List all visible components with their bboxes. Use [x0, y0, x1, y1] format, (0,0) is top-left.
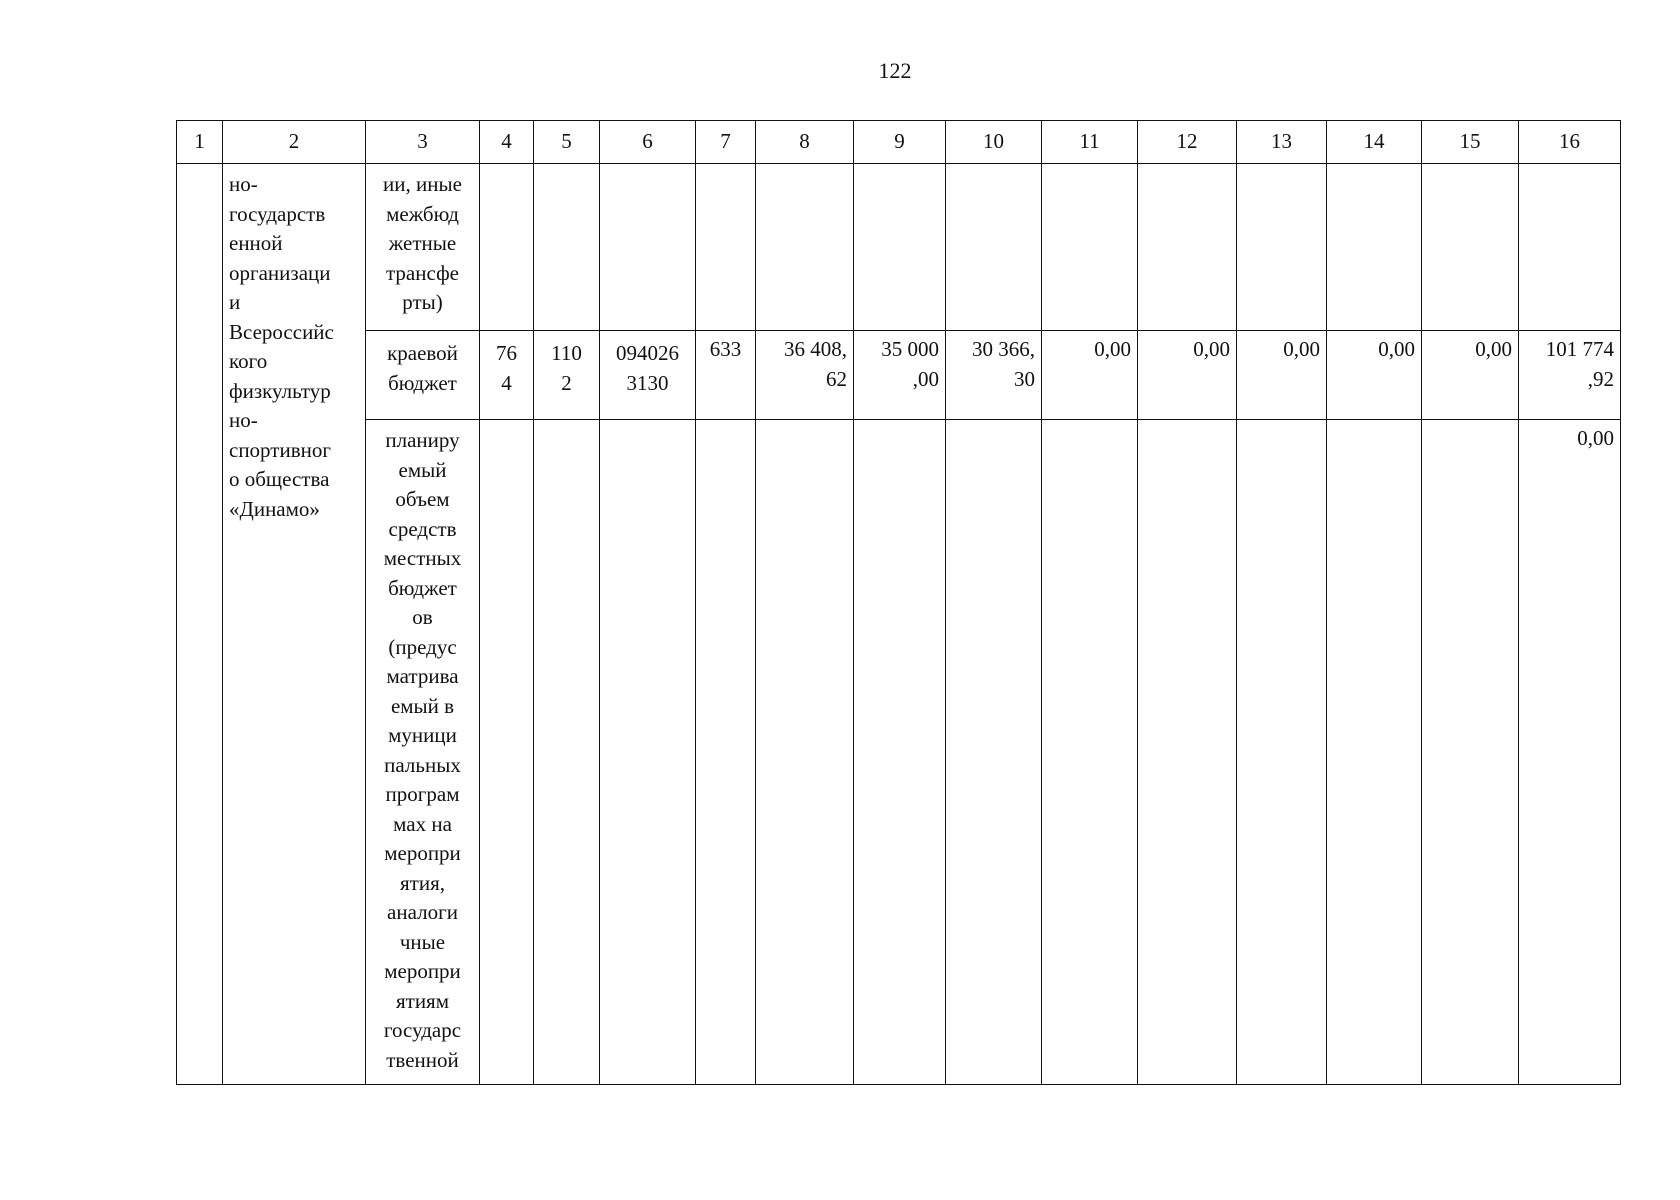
funding-source-cell: краевой бюджет: [366, 331, 480, 420]
empty-cell: [854, 420, 946, 1085]
header-cell: 11: [1042, 121, 1138, 164]
page-number: 122: [878, 58, 912, 83]
value-cell: 36 408, 62: [756, 331, 854, 420]
empty-cell: [1327, 164, 1422, 331]
value-cell: 35 000 ,00: [854, 331, 946, 420]
header-cell: 13: [1237, 121, 1327, 164]
empty-cell: [1237, 420, 1327, 1085]
empty-cell: [1138, 164, 1237, 331]
funding-source-cell: планиру емый объем средств местных бюджет ов (предус матрива емый в муници пальных програм мах на меропри ятия, аналоги чные меропри ятиям государс твенной: [366, 420, 480, 1085]
header-row: [177, 121, 1621, 164]
value-cell: 0,00: [1519, 420, 1621, 1085]
table-row: [177, 164, 1621, 331]
empty-cell: [480, 164, 534, 331]
header-cell: 16: [1519, 121, 1621, 164]
header-cell: 7: [696, 121, 756, 164]
empty-cell: [1422, 164, 1519, 331]
value-cell: 633: [696, 331, 756, 420]
empty-cell: [756, 164, 854, 331]
header-cell: 14: [1327, 121, 1422, 164]
empty-cell: [177, 164, 223, 1085]
value-cell: 0,00: [1042, 331, 1138, 420]
header-cell: 8: [756, 121, 854, 164]
value-cell: 0,00: [1327, 331, 1422, 420]
budget-table: [176, 120, 1621, 1085]
empty-cell: [1042, 164, 1138, 331]
empty-cell: [946, 164, 1042, 331]
header-cell: 4: [480, 121, 534, 164]
table-row: [177, 331, 1621, 420]
empty-cell: [1519, 164, 1621, 331]
value-cell: 101 774 ,92: [1519, 331, 1621, 420]
header-cell: 2: [223, 121, 366, 164]
empty-cell: [756, 420, 854, 1085]
empty-cell: [480, 420, 534, 1085]
header-cell: 5: [534, 121, 600, 164]
empty-cell: [1237, 164, 1327, 331]
header-cell: 12: [1138, 121, 1237, 164]
value-cell: 0,00: [1138, 331, 1237, 420]
empty-cell: [854, 164, 946, 331]
header-cell: 1: [177, 121, 223, 164]
value-cell: 76 4: [480, 331, 534, 420]
empty-cell: [1138, 420, 1237, 1085]
empty-cell: [1422, 420, 1519, 1085]
value-cell: 0,00: [1237, 331, 1327, 420]
recipient-cell: но- государств енной организаци и Всероссийс кого физкультур но- спортивног о общества «Динамо»: [223, 164, 366, 1085]
header-cell: 9: [854, 121, 946, 164]
value-cell: 30 366, 30: [946, 331, 1042, 420]
empty-cell: [600, 164, 696, 331]
header-cell: 10: [946, 121, 1042, 164]
funding-source-cell: ии, иные межбюд жетные трансфе рты): [366, 164, 480, 331]
header-cell: 15: [1422, 121, 1519, 164]
header-cell: 3: [366, 121, 480, 164]
value-cell: 094026 3130: [600, 331, 696, 420]
empty-cell: [534, 164, 600, 331]
empty-cell: [1042, 420, 1138, 1085]
empty-cell: [696, 164, 756, 331]
empty-cell: [600, 420, 696, 1085]
header-cell: 6: [600, 121, 696, 164]
value-cell: 110 2: [534, 331, 600, 420]
empty-cell: [534, 420, 600, 1085]
value-cell: 0,00: [1422, 331, 1519, 420]
empty-cell: [946, 420, 1042, 1085]
table-row: [177, 420, 1621, 1085]
empty-cell: [1327, 420, 1422, 1085]
empty-cell: [696, 420, 756, 1085]
